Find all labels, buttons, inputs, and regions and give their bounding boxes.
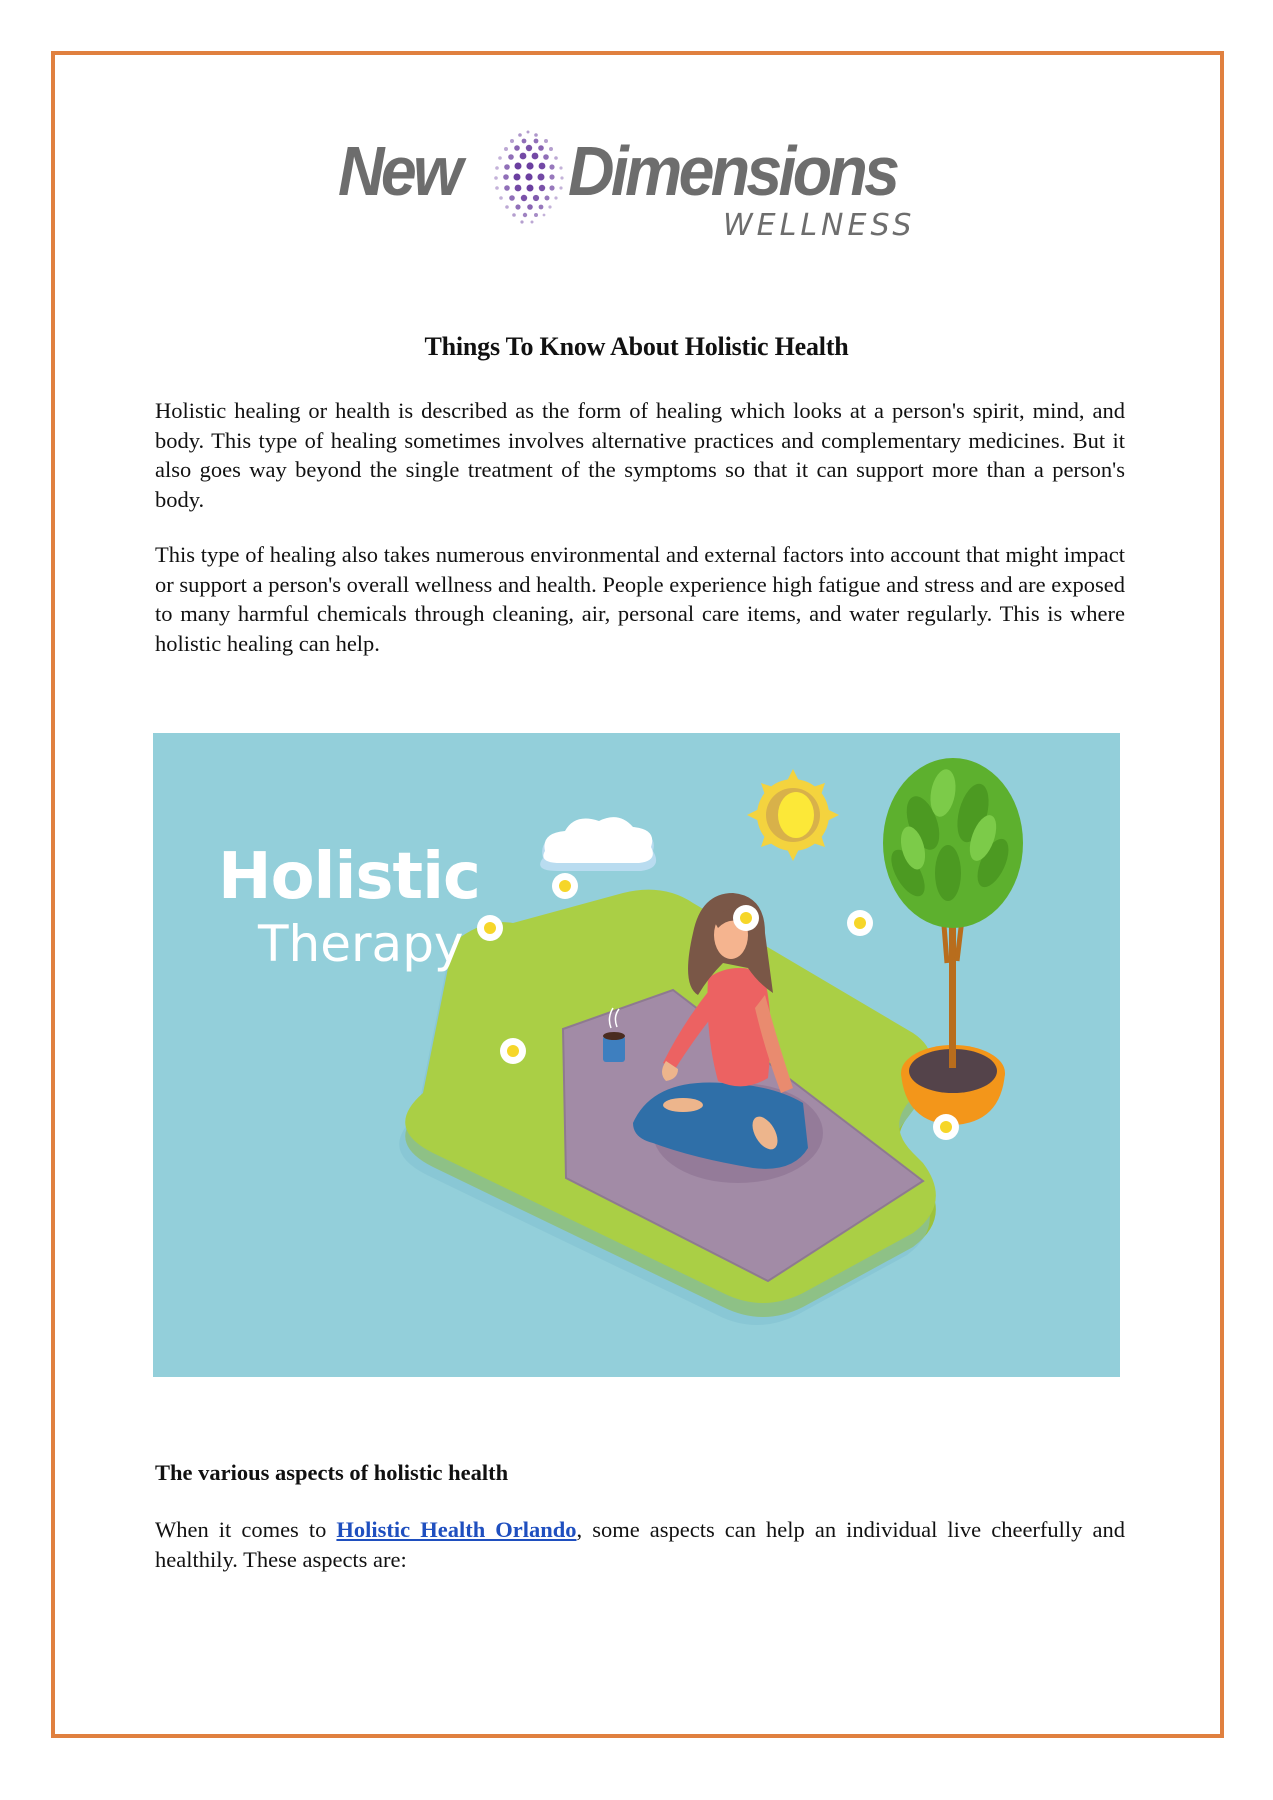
holistic-therapy-illustration xyxy=(153,733,1120,1377)
aspects-paragraph xyxy=(155,1515,1125,1574)
intro-paragraph: Holistic healing or health is described as the form of healing which looks at a person's spirit, mind, and body. This type of healing sometimes involves alternative practices and complementary medicines. But it also goes way beyond the single treatment of the symptoms so that it can support more than a person's body. xyxy=(155,398,1125,512)
factors-paragraph: This type of healing also takes numerous environmental and external factors into account that might impact or support a person's overall wellness and health. People experience high fatigue and stress and are exposed to many harmful chemicals through cleaning, air, personal care items, and water regularly. This is where holistic healing can help. xyxy=(155,542,1125,656)
aspects-text-after: , some aspects can help an individual live cheerfully and healthily. These aspects are: xyxy=(155,1517,1125,1572)
logo-tagline: WELLNESS xyxy=(723,208,916,243)
brand-logo xyxy=(338,122,918,247)
section-heading: The various aspects of holistic health xyxy=(155,1460,509,1485)
hero-subtitle: Therapy xyxy=(258,915,464,973)
logo-word-new: New xyxy=(338,132,460,210)
holistic-health-orlando-link[interactable]: Holistic Health Orlando xyxy=(336,1517,577,1542)
meditation-scene-illustration xyxy=(153,733,1120,1377)
page-title: Things To Know About Holistic Health xyxy=(424,332,849,361)
dotted-sphere-icon xyxy=(486,126,570,230)
aspects-text-before: When it comes to xyxy=(155,1517,337,1542)
logo-word-dimensions: Dimensions xyxy=(568,132,897,210)
hero-title: Holistic xyxy=(218,840,480,914)
